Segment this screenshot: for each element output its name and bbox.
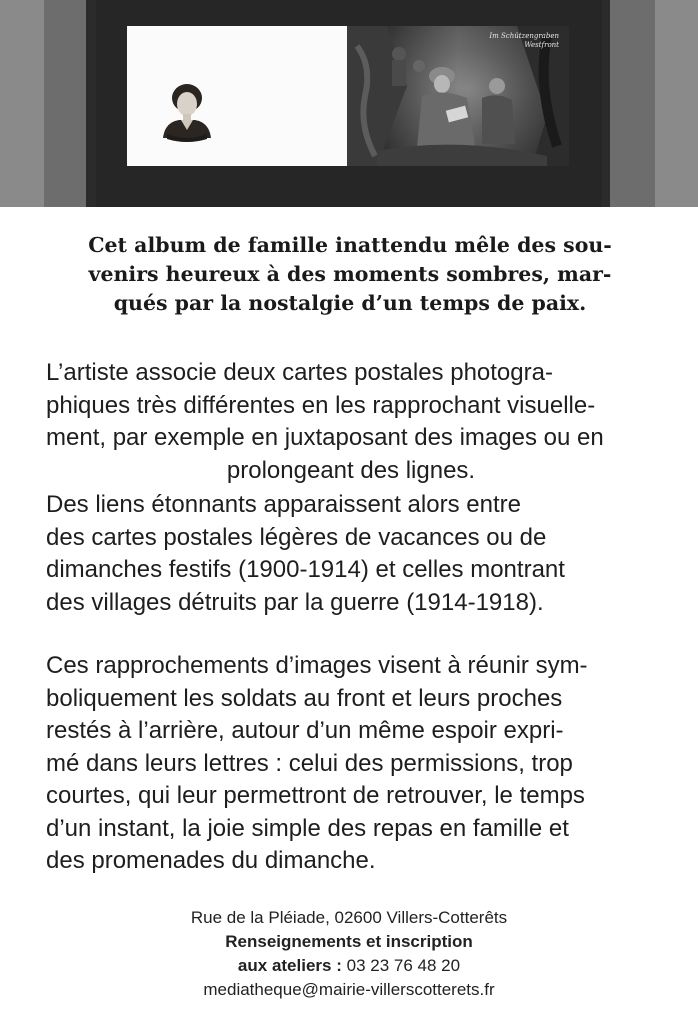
paragraph3-line-7: des promenades du dimanche.: [46, 847, 376, 874]
postcard-caption-line-1: Im Schützengraben: [489, 32, 559, 40]
postcard-caption: [489, 32, 559, 50]
address: Rue de la Pléiade, 02600 Villers-Cotterêts: [190, 908, 508, 927]
phone-number[interactable]: 03 23 76 48 20: [346, 956, 461, 975]
woman-portrait-image: [127, 26, 347, 166]
paragraph2-line-3: dimanches festifs (1900-1914) et celles montrant: [46, 556, 565, 583]
intro-line-3: qués par la nostalgie d’un temps de paix.: [113, 291, 587, 315]
phone-line: [0, 954, 698, 978]
paragraph1-line-1: L’artiste associe deux cartes postales photogra-: [46, 359, 553, 386]
paragraph2-line-1: Des liens étonnants apparaissent alors entre: [46, 491, 521, 518]
email-link[interactable]: mediatheque@mairie-villerscotterets.fr: [203, 980, 495, 999]
soldiers-trench-postcard: [347, 26, 569, 166]
paragraph3-line-2: boliquement les soldats au front et leurs proches: [46, 684, 563, 712]
paragraph1-line-2: phiques très différentes en les rapprochant visuelle-: [46, 391, 596, 419]
intro-line-1: Cet album de famille inattendu mêle des sou-: [88, 233, 612, 257]
info-label: Renseignements et inscription: [225, 932, 473, 951]
intro-text: [40, 231, 660, 318]
paragraph-reunion: [46, 650, 656, 878]
contact-footer: [0, 906, 698, 1002]
woman-portrait-postcard: [127, 26, 347, 166]
paragraph1-line-3: ment, par exemple en juxtaposant des images ou en: [46, 424, 604, 451]
paragraph2-line-4: des villages détruits par la guerre (1914-1918).: [46, 588, 544, 616]
paragraph2-line-2: des cartes postales légères de vacances ou de: [46, 523, 547, 551]
paragraph3-line-6: d’un instant, la joie simple des repas en famille et: [46, 814, 569, 842]
paragraph3-line-1: Ces rapprochements d’images visent à réunir sym-: [46, 652, 588, 679]
postcard-caption-line-2: Westfront: [524, 41, 559, 49]
paragraph-links: [46, 489, 656, 619]
paragraph3-line-5: courtes, qui leur permettront de retrouver, le temps: [46, 782, 585, 809]
paragraph3-line-3: restés à l’arrière, autour d’un même espoir expri-: [46, 717, 564, 744]
intro-line-2: venirs heureux à des moments sombres, mar-: [88, 262, 612, 286]
paragraph3-line-4: mé dans leurs lettres : celui des permissions, trop: [46, 749, 573, 777]
phone-label: aux ateliers :: [237, 956, 342, 975]
paragraph-artist: [46, 357, 656, 487]
paragraph1-line-4: prolongeant des lignes.: [226, 456, 476, 484]
